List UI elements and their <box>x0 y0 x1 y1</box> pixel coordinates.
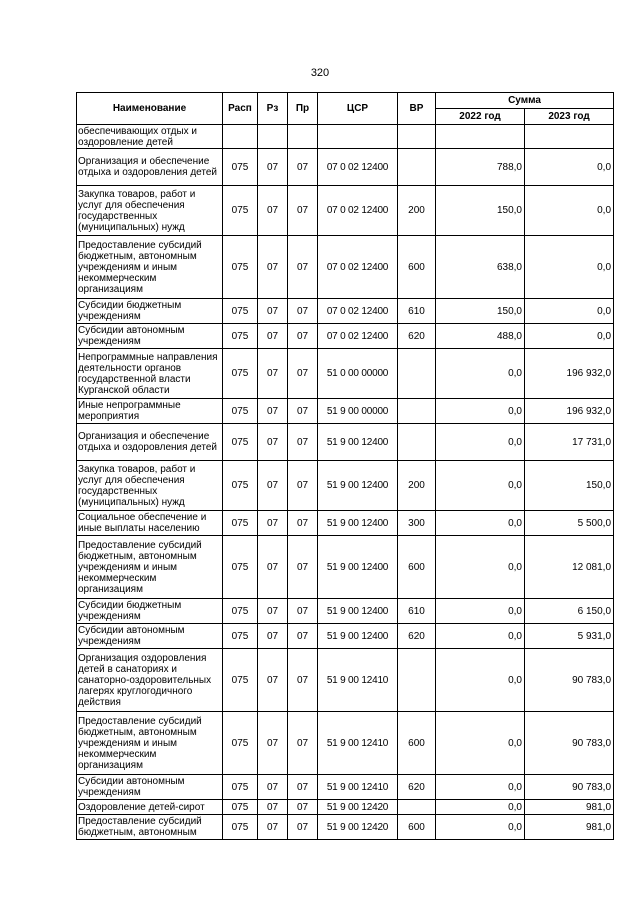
cell-year-2022: 638,0 <box>436 236 525 299</box>
cell-csr: 51 0 00 00000 <box>318 349 398 399</box>
header-2023: 2023 год <box>525 109 614 125</box>
cell-rasp: 075 <box>223 236 258 299</box>
cell-name: Закупка товаров, работ и услуг для обеспечения государственных (муниципальных) нужд <box>77 461 223 511</box>
cell-rz: 07 <box>258 536 288 599</box>
cell-name: Предоставление субсидий бюджетным, автономным учреждениям и иным некоммерческим организациям <box>77 236 223 299</box>
cell-year-2022: 0,0 <box>436 511 525 536</box>
cell-rasp: 075 <box>223 800 258 815</box>
header-sum: Сумма <box>436 93 614 109</box>
cell-rz: 07 <box>258 599 288 624</box>
cell-rasp: 075 <box>223 349 258 399</box>
cell-rasp: 075 <box>223 299 258 324</box>
cell-year-2023: 90 783,0 <box>525 649 614 712</box>
table-row <box>77 125 614 149</box>
table-row <box>77 399 614 424</box>
cell-year-2023: 0,0 <box>525 236 614 299</box>
cell-pr: 07 <box>288 149 318 186</box>
cell-pr: 07 <box>288 424 318 461</box>
cell-year-2022: 0,0 <box>436 815 525 840</box>
cell-year-2023: 17 731,0 <box>525 424 614 461</box>
cell-year-2023: 5 500,0 <box>525 511 614 536</box>
cell-year-2022: 0,0 <box>436 349 525 399</box>
cell-name: Предоставление субсидий бюджетным, автономным <box>77 815 223 840</box>
cell-pr: 07 <box>288 324 318 349</box>
cell-year-2022: 150,0 <box>436 299 525 324</box>
cell-vr: 610 <box>398 599 436 624</box>
cell-csr: 07 0 02 12400 <box>318 236 398 299</box>
cell-pr: 07 <box>288 461 318 511</box>
cell-year-2022: 0,0 <box>436 624 525 649</box>
header-csr: ЦСР <box>318 93 398 125</box>
cell-name: Организация оздоровления детей в санаториях и санаторно-оздоровительных лагерях круглогодичного действия <box>77 649 223 712</box>
cell-vr <box>398 125 436 149</box>
cell-rz: 07 <box>258 800 288 815</box>
cell-csr: 51 9 00 12400 <box>318 624 398 649</box>
cell-vr <box>398 649 436 712</box>
cell-vr: 200 <box>398 461 436 511</box>
header-name: Наименование <box>77 93 223 125</box>
cell-year-2023: 90 783,0 <box>525 712 614 775</box>
cell-year-2023: 0,0 <box>525 324 614 349</box>
page-number: 320 <box>310 67 330 79</box>
header-2022: 2022 год <box>436 109 525 125</box>
table-row <box>77 349 614 399</box>
cell-rasp: 075 <box>223 815 258 840</box>
cell-vr <box>398 349 436 399</box>
cell-pr: 07 <box>288 349 318 399</box>
cell-vr <box>398 800 436 815</box>
table-row <box>77 324 614 349</box>
cell-csr <box>318 125 398 149</box>
cell-vr: 620 <box>398 624 436 649</box>
cell-csr: 51 9 00 12420 <box>318 815 398 840</box>
cell-name: Социальное обеспечение и иные выплаты населению <box>77 511 223 536</box>
cell-vr: 620 <box>398 324 436 349</box>
cell-name: Иные непрограммные мероприятия <box>77 399 223 424</box>
cell-pr: 07 <box>288 624 318 649</box>
cell-csr: 51 9 00 12420 <box>318 800 398 815</box>
cell-year-2022: 488,0 <box>436 324 525 349</box>
table-row <box>77 815 614 840</box>
cell-vr: 600 <box>398 236 436 299</box>
cell-csr: 51 9 00 12400 <box>318 461 398 511</box>
cell-vr <box>398 149 436 186</box>
table-row <box>77 775 614 800</box>
cell-year-2022: 0,0 <box>436 800 525 815</box>
table-row <box>77 299 614 324</box>
header-vr: ВР <box>398 93 436 125</box>
cell-year-2023: 196 932,0 <box>525 399 614 424</box>
cell-rz: 07 <box>258 236 288 299</box>
cell-vr: 300 <box>398 511 436 536</box>
cell-rasp: 075 <box>223 775 258 800</box>
cell-rasp: 075 <box>223 424 258 461</box>
cell-rz <box>258 125 288 149</box>
cell-rz: 07 <box>258 324 288 349</box>
cell-name: Закупка товаров, работ и услуг для обеспечения государственных (муниципальных) нужд <box>77 186 223 236</box>
cell-year-2022: 0,0 <box>436 424 525 461</box>
cell-rz: 07 <box>258 186 288 236</box>
cell-year-2022: 0,0 <box>436 399 525 424</box>
cell-pr: 07 <box>288 299 318 324</box>
cell-year-2023: 0,0 <box>525 186 614 236</box>
cell-vr: 610 <box>398 299 436 324</box>
cell-year-2022: 0,0 <box>436 649 525 712</box>
cell-vr: 600 <box>398 712 436 775</box>
cell-year-2023: 0,0 <box>525 299 614 324</box>
cell-year-2023: 12 081,0 <box>525 536 614 599</box>
cell-year-2022: 0,0 <box>436 599 525 624</box>
cell-rasp: 075 <box>223 149 258 186</box>
table-row <box>77 461 614 511</box>
cell-year-2022: 0,0 <box>436 775 525 800</box>
cell-pr: 07 <box>288 775 318 800</box>
cell-pr: 07 <box>288 712 318 775</box>
table-row <box>77 149 614 186</box>
cell-rasp <box>223 125 258 149</box>
cell-rasp: 075 <box>223 461 258 511</box>
cell-rz: 07 <box>258 461 288 511</box>
cell-year-2023: 6 150,0 <box>525 599 614 624</box>
cell-year-2023: 90 783,0 <box>525 775 614 800</box>
cell-pr: 07 <box>288 800 318 815</box>
cell-csr: 07 0 02 12400 <box>318 299 398 324</box>
table-row <box>77 712 614 775</box>
table-row <box>77 599 614 624</box>
cell-csr: 51 9 00 12400 <box>318 511 398 536</box>
cell-vr: 600 <box>398 815 436 840</box>
cell-year-2023: 196 932,0 <box>525 349 614 399</box>
cell-pr: 07 <box>288 186 318 236</box>
cell-name: Субсидии бюджетным учреждениям <box>77 599 223 624</box>
cell-rz: 07 <box>258 649 288 712</box>
header-rz: Рз <box>258 93 288 125</box>
table-row <box>77 511 614 536</box>
cell-name: Оздоровление детей-сирот <box>77 800 223 815</box>
cell-rz: 07 <box>258 712 288 775</box>
cell-rasp: 075 <box>223 536 258 599</box>
cell-csr: 51 9 00 00000 <box>318 399 398 424</box>
cell-csr: 51 9 00 12400 <box>318 424 398 461</box>
cell-year-2023: 5 931,0 <box>525 624 614 649</box>
cell-year-2023: 981,0 <box>525 815 614 840</box>
cell-rasp: 075 <box>223 712 258 775</box>
cell-pr: 07 <box>288 649 318 712</box>
table-row <box>77 424 614 461</box>
cell-vr: 200 <box>398 186 436 236</box>
cell-rz: 07 <box>258 775 288 800</box>
cell-year-2022: 0,0 <box>436 461 525 511</box>
cell-rz: 07 <box>258 815 288 840</box>
cell-rz: 07 <box>258 624 288 649</box>
cell-pr: 07 <box>288 536 318 599</box>
cell-rasp: 075 <box>223 649 258 712</box>
cell-name: Предоставление субсидий бюджетным, автономным учреждениям и иным некоммерческим организациям <box>77 536 223 599</box>
cell-rasp: 075 <box>223 511 258 536</box>
cell-csr: 51 9 00 12410 <box>318 649 398 712</box>
cell-year-2023 <box>525 125 614 149</box>
cell-pr: 07 <box>288 399 318 424</box>
cell-name: Предоставление субсидий бюджетным, автономным учреждениям и иным некоммерческим организациям <box>77 712 223 775</box>
cell-csr: 51 9 00 12400 <box>318 599 398 624</box>
cell-name: Субсидии бюджетным учреждениям <box>77 299 223 324</box>
cell-year-2023: 150,0 <box>525 461 614 511</box>
cell-vr: 620 <box>398 775 436 800</box>
cell-pr: 07 <box>288 815 318 840</box>
table-row <box>77 536 614 599</box>
table-row <box>77 624 614 649</box>
cell-name: Субсидии автономным учреждениям <box>77 324 223 349</box>
cell-csr: 51 9 00 12410 <box>318 712 398 775</box>
cell-pr: 07 <box>288 236 318 299</box>
cell-name: обеспечивающих отдых и оздоровление детей <box>77 125 223 149</box>
header-rasp: Расп <box>223 93 258 125</box>
budget-table <box>76 92 614 840</box>
cell-vr <box>398 399 436 424</box>
cell-vr: 600 <box>398 536 436 599</box>
cell-rz: 07 <box>258 299 288 324</box>
cell-year-2023: 981,0 <box>525 800 614 815</box>
cell-rz: 07 <box>258 424 288 461</box>
cell-year-2022: 0,0 <box>436 712 525 775</box>
cell-year-2022: 150,0 <box>436 186 525 236</box>
cell-vr <box>398 424 436 461</box>
cell-pr: 07 <box>288 599 318 624</box>
cell-name: Субсидии автономным учреждениям <box>77 624 223 649</box>
cell-name: Организация и обеспечение отдыха и оздоровления детей <box>77 424 223 461</box>
cell-rasp: 075 <box>223 599 258 624</box>
cell-rz: 07 <box>258 349 288 399</box>
cell-rasp: 075 <box>223 399 258 424</box>
cell-rasp: 075 <box>223 624 258 649</box>
cell-csr: 07 0 02 12400 <box>318 149 398 186</box>
cell-pr <box>288 125 318 149</box>
cell-csr: 51 9 00 12400 <box>318 536 398 599</box>
header-pr: Пр <box>288 93 318 125</box>
cell-year-2023: 0,0 <box>525 149 614 186</box>
cell-year-2022: 788,0 <box>436 149 525 186</box>
cell-rz: 07 <box>258 149 288 186</box>
cell-rasp: 075 <box>223 324 258 349</box>
cell-year-2022: 0,0 <box>436 536 525 599</box>
cell-pr: 07 <box>288 511 318 536</box>
cell-rz: 07 <box>258 511 288 536</box>
cell-rz: 07 <box>258 399 288 424</box>
cell-csr: 07 0 02 12400 <box>318 186 398 236</box>
table-row <box>77 800 614 815</box>
cell-name: Организация и обеспечение отдыха и оздоровления детей <box>77 149 223 186</box>
cell-name: Субсидии автономным учреждениям <box>77 775 223 800</box>
cell-csr: 07 0 02 12400 <box>318 324 398 349</box>
cell-year-2022 <box>436 125 525 149</box>
cell-rasp: 075 <box>223 186 258 236</box>
table-row <box>77 649 614 712</box>
cell-name: Непрограммные направления деятельности органов государственной власти Курганской области <box>77 349 223 399</box>
cell-csr: 51 9 00 12410 <box>318 775 398 800</box>
table-row <box>77 236 614 299</box>
table-row <box>77 186 614 236</box>
